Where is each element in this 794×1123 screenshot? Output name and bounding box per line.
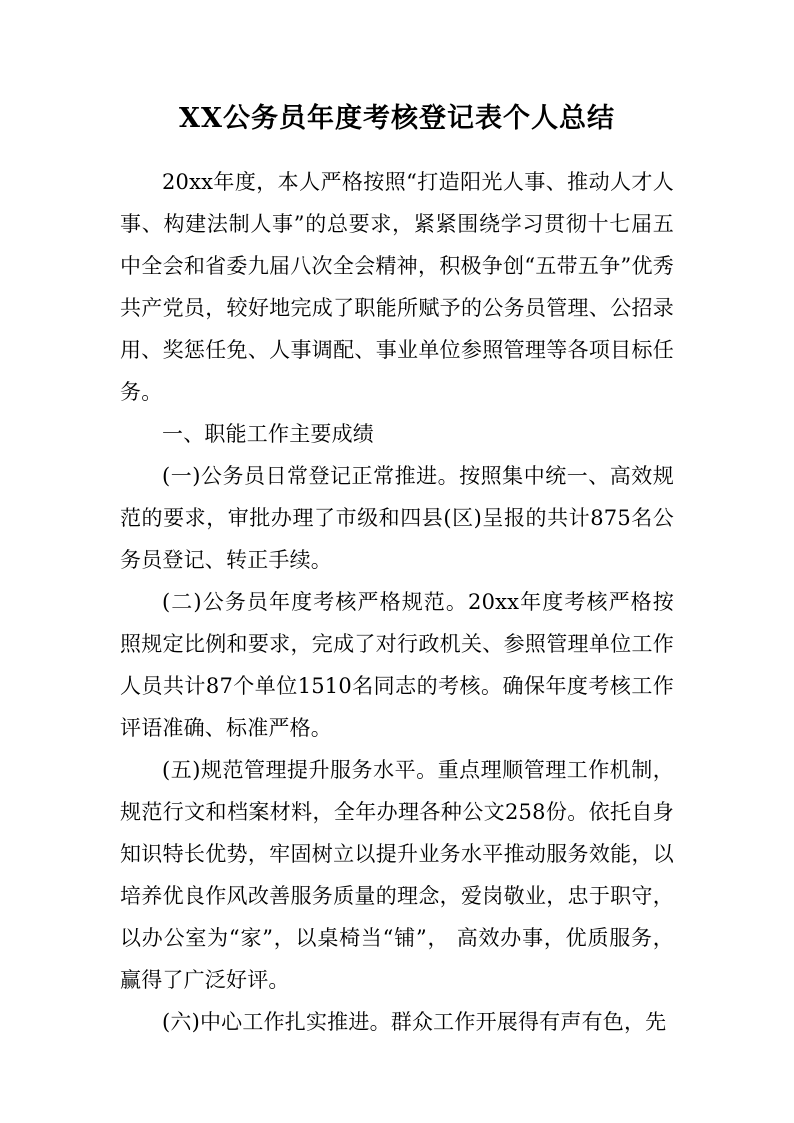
document-title: XX公务员年度考核登记表个人总结 (179, 103, 615, 134)
paragraph-item-5: (五)规范管理提升服务水平。重点理顺管理工作机制，规范行文和档案材料，全年办理各种公文258份。依托自身知识特长优势，牢固树立以提升业务水平推动服务效能，以培养优良作风改善服务质量的理念，爱岗敬业，忠于职守，以办公室为“家”，以桌椅当“铺”， 高效办事，优质服务，赢得了广泛好评。 (120, 758, 674, 992)
paragraph-item-6: (六)中心工作扎实推进。群众工作开展得有声有色，先 (162, 1010, 667, 1034)
paragraph-item-1: (一)公务员日常登记正常推进。按照集中统一、高效规范的要求，审批办理了市级和四县(区)呈报的共计875名公务员登记、转正手续。 (120, 464, 674, 572)
section-heading-achievements: 一、职能工作主要成绩 (162, 422, 374, 446)
paragraph-intro: 20xx年度，本人严格按照“打造阳光人事、推动人才人事、构建法制人事”的总要求，紧紧围绕学习贯彻十七届五中全会和省委九届八次全会精神，积极争创“五带五争”优秀共产党员，较好地完成了职能所赋予的公务员管理、公招录用、奖惩任免、人事调配、事业单位参照管理等各项目标任务。 (120, 170, 674, 404)
paragraph-item-2: (二)公务员年度考核严格规范。20xx年度考核严格按照规定比例和要求，完成了对行政机关、参照管理单位工作人员共计87个单位1510名同志的考核。确保年度考核工作评语准确、标准严格。 (120, 590, 674, 740)
